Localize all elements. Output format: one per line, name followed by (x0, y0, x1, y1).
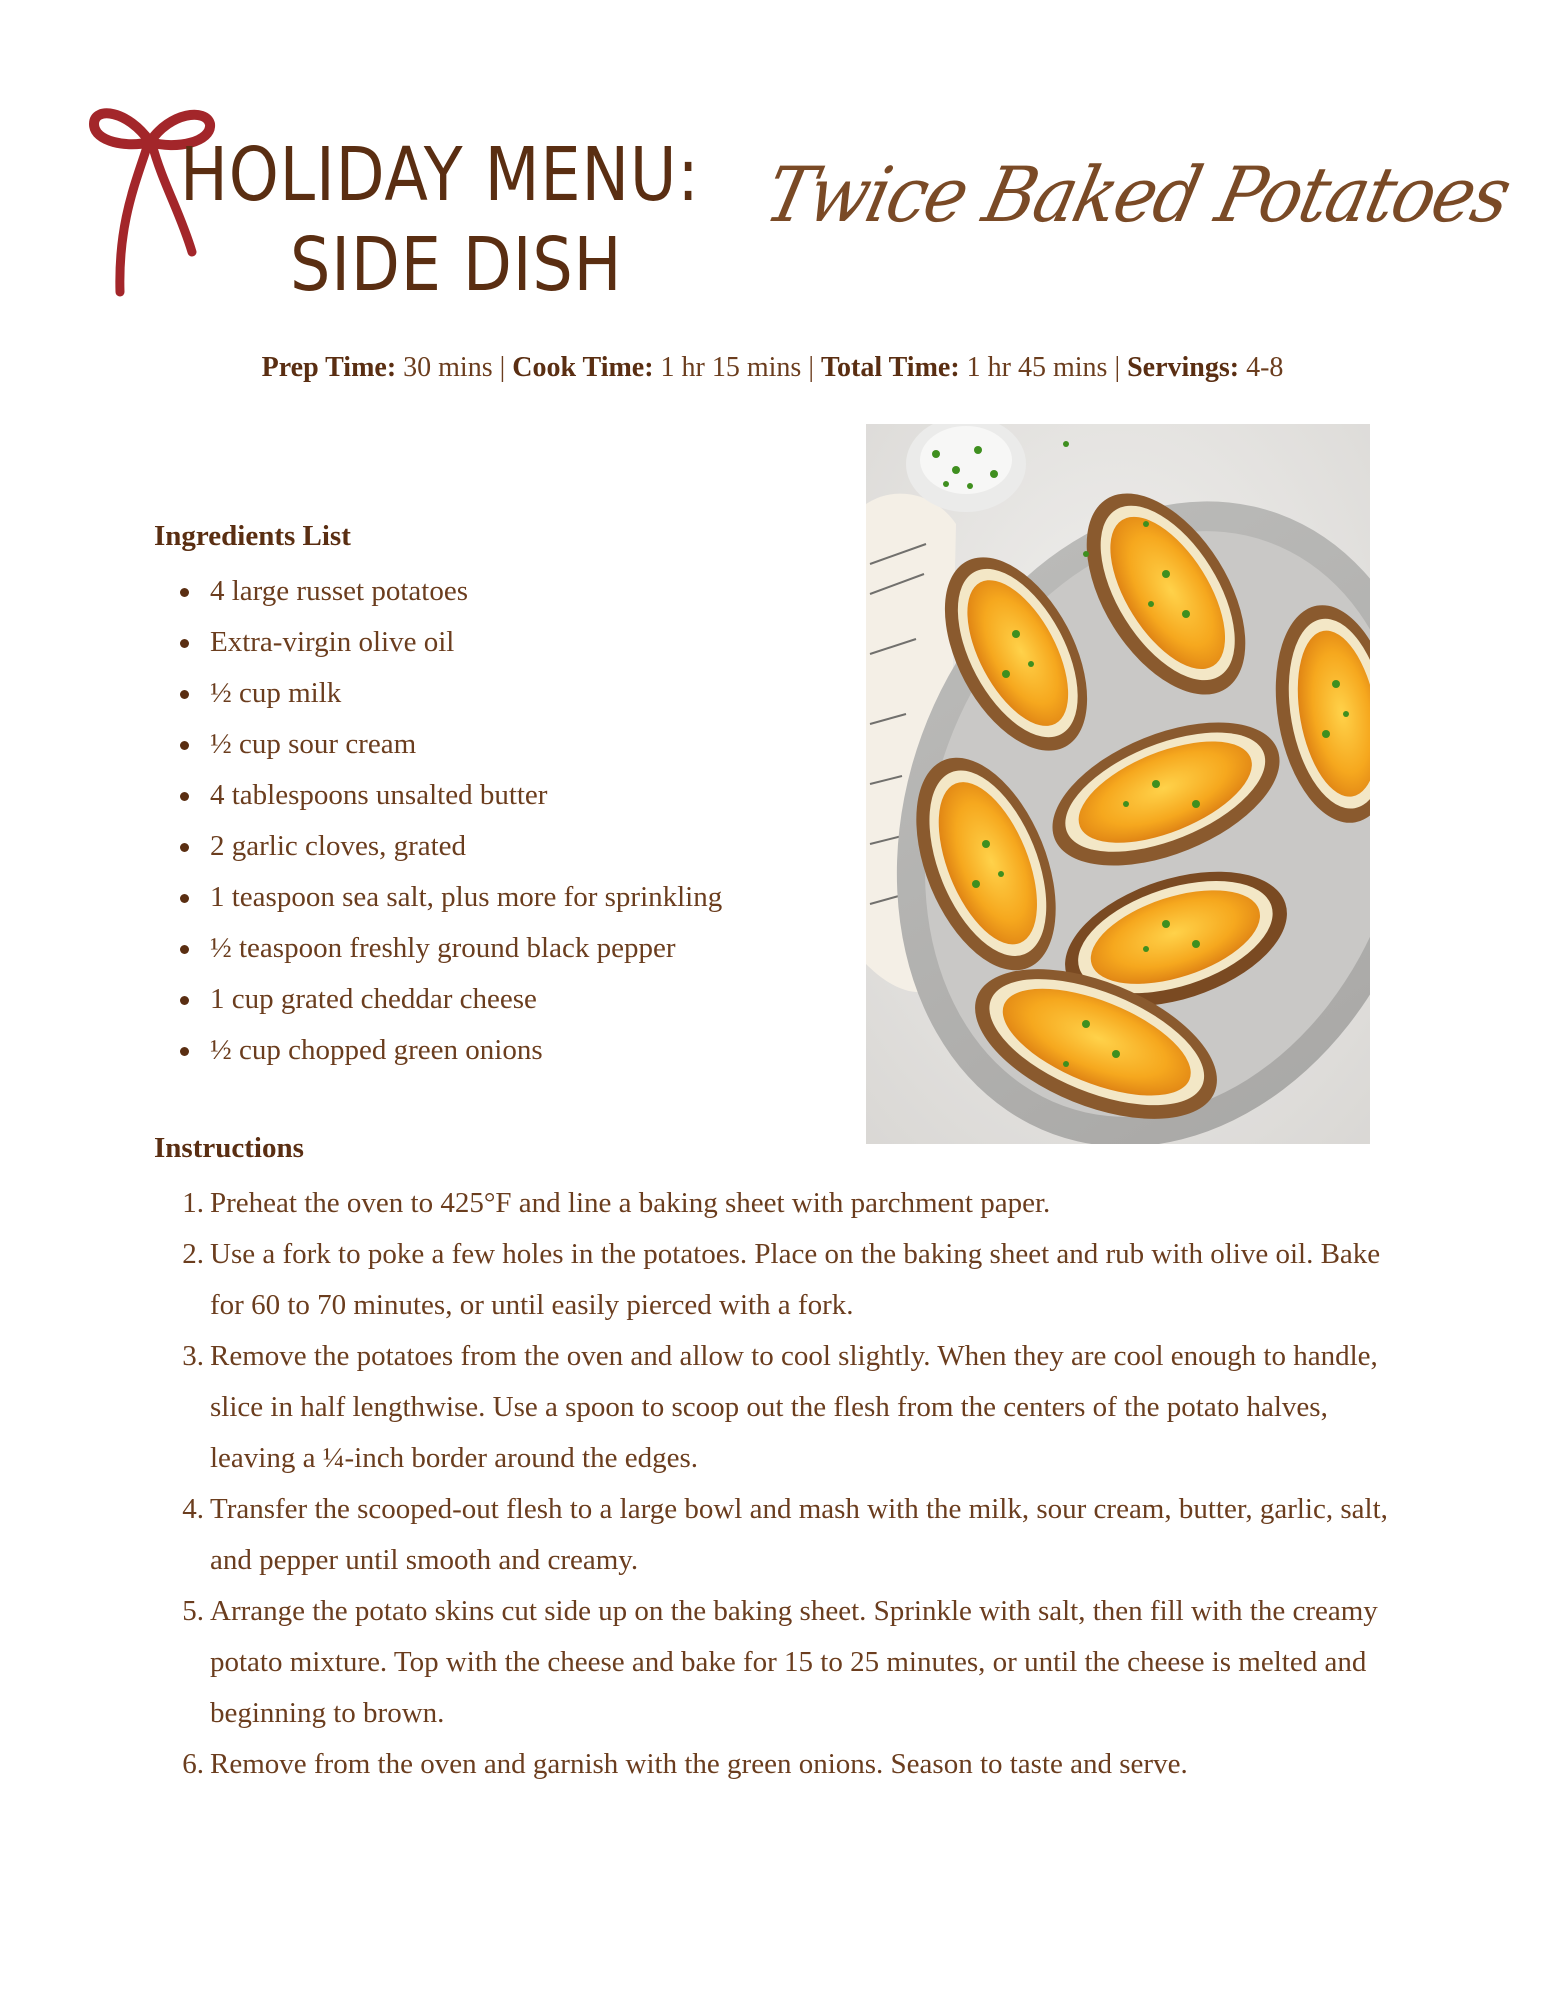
instruction-step (168, 1331, 1388, 1484)
step-text: Remove from the oven and garnish with the green onions. Season to taste and serve. (210, 1748, 1188, 1780)
step-text: Remove the potatoes from the oven and allow to cool slightly. When they are cool enough to handle, slice in half lengthwise. Use a spoon to scoop out the flesh from the centers of the potato halves, leaving a ¼-inch border around the edges. (210, 1340, 1378, 1474)
instruction-step (168, 1484, 1388, 1586)
recipe-photo (866, 424, 1370, 1144)
list-item: 1 cup grated cheddar cheese (168, 974, 722, 1025)
step-number: 2. (182, 1238, 204, 1270)
servings-label: Servings: (1127, 352, 1240, 383)
list-item: ½ cup chopped green onions (168, 1025, 722, 1076)
prep-time-label: Prep Time: (261, 352, 397, 383)
instruction-step (168, 1739, 1388, 1790)
list-item: ½ cup milk (168, 668, 722, 719)
step-text: Preheat the oven to 425°F and line a baking sheet with parchment paper. (210, 1187, 1051, 1219)
twice-baked-potatoes-photo (866, 424, 1370, 1144)
page-title-line2: SIDE DISH (290, 222, 623, 308)
instruction-step (168, 1178, 1388, 1229)
list-item: 4 large russet potatoes (168, 566, 722, 617)
step-number: 1. (182, 1187, 204, 1219)
step-number: 6. (182, 1748, 204, 1780)
separator: | (808, 352, 814, 383)
recipe-meta (0, 352, 1545, 384)
list-item: 1 teaspoon sea salt, plus more for sprinkling (168, 872, 722, 923)
total-time-value: 1 hr 45 mins (966, 352, 1108, 383)
list-item: Extra-virgin olive oil (168, 617, 722, 668)
header (0, 0, 1545, 320)
step-text: Transfer the scooped-out flesh to a large bowl and mash with the milk, sour cream, butter, garlic, salt, and pepper until smooth and creamy. (210, 1493, 1388, 1576)
instruction-step (168, 1229, 1388, 1331)
list-item: 4 tablespoons unsalted butter (168, 770, 722, 821)
list-item: 2 garlic cloves, grated (168, 821, 722, 872)
list-item: ½ cup sour cream (168, 719, 722, 770)
step-text: Use a fork to poke a few holes in the potatoes. Place on the baking sheet and rub with olive oil. Bake for 60 to 70 minutes, or until easily pierced with a fork. (210, 1238, 1381, 1321)
step-number: 5. (182, 1595, 204, 1627)
instructions-list (168, 1178, 1388, 1790)
ingredients-heading: Ingredients List (154, 520, 351, 552)
ingredients-list (168, 566, 722, 1076)
cook-time-value: 1 hr 15 mins (660, 352, 802, 383)
page-title-line1: HOLIDAY MENU: (180, 132, 700, 218)
cook-time-label: Cook Time: (512, 352, 654, 383)
step-number: 4. (182, 1493, 204, 1525)
separator: | (499, 352, 506, 383)
instructions-heading: Instructions (154, 1132, 304, 1164)
list-item: ½ teaspoon freshly ground black pepper (168, 923, 722, 974)
recipe-name: Twice Baked Potatoes (757, 150, 1518, 239)
servings-value: 4-8 (1246, 352, 1284, 383)
separator: | (1114, 352, 1121, 383)
total-time-label: Total Time: (820, 352, 960, 383)
prep-time-value: 30 mins (403, 352, 493, 383)
step-number: 3. (182, 1340, 204, 1372)
instruction-step (168, 1586, 1388, 1739)
step-text: Arrange the potato skins cut side up on the baking sheet. Sprinkle with salt, then fill with the creamy potato mixture. Top with the cheese and bake for 15 to 25 minutes, or until the cheese is melted and beginning to brown. (210, 1595, 1378, 1729)
